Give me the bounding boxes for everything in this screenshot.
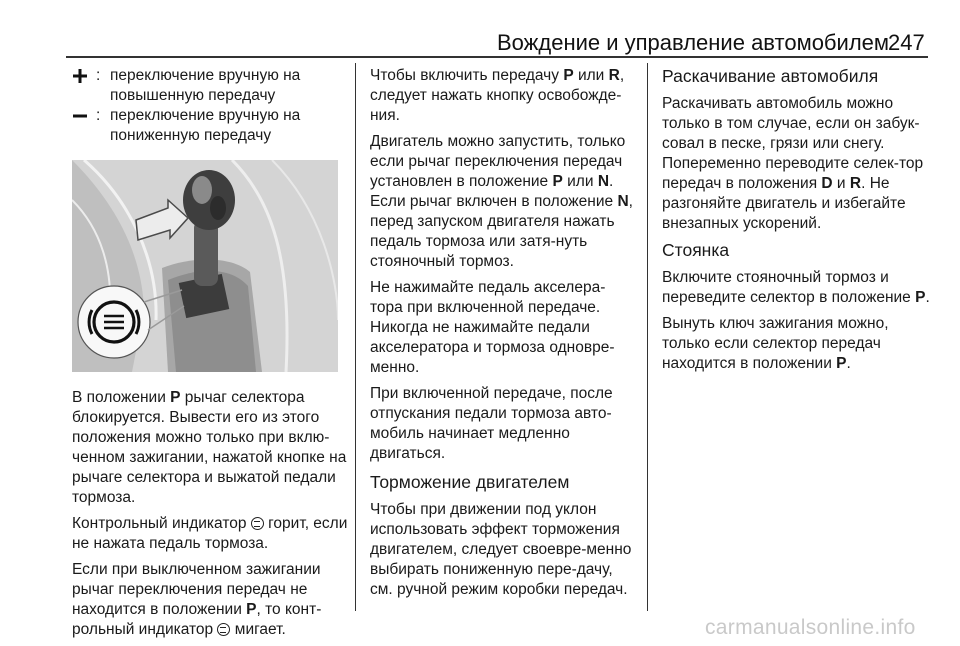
col2-p2-e: . Если рычаг включен в положение — [370, 173, 618, 210]
column-divider-2 — [647, 63, 648, 611]
col2-p2-gear-n: N — [597, 173, 610, 190]
gear-selector-illustration — [72, 160, 338, 372]
section-heading-rocking: Раскачивание автомобиля — [662, 66, 879, 86]
col2-p2-a: Двигатель можно запустить, только если рычаг переключения передач установлен в положение — [370, 133, 626, 190]
col1-p1-text-c: рычаг селектора блокируется. Вывести его из этого положения можно только при вклю‐ченном зажигании, нажатой кнопке на рычаге селектора и выжатой педали тормоза. — [72, 389, 347, 506]
page-number: 247 — [888, 30, 925, 55]
watermark: carmanualsonline.info — [705, 616, 916, 639]
col3-paragraph-2 — [662, 268, 930, 308]
shift-down-text: переключение вручную на пониженную передачу — [110, 107, 301, 144]
col3-p3-gear-p: P — [836, 355, 847, 372]
col2-paragraph-5: Чтобы при движении под уклон использовать эффект торможения двигателем, следует своевре‐менно выбирать пониженную пере‐дачу, см. ручной режим коробки передач. — [370, 501, 632, 598]
col3-p1-gear-r: R — [849, 175, 862, 192]
col3-p1-e: . Не разгоняйте двигатель и избегайте внезапных ускорений. — [662, 175, 906, 232]
col2-p1-e: , следует нажать кнопку освобожде‐ния. — [370, 67, 625, 124]
col3-p1-c: и — [832, 175, 850, 192]
col2-paragraph-2 — [370, 132, 638, 272]
col1-p2-text-b: горит, если не нажата педаль тормоза. — [72, 515, 348, 552]
col1-paragraph-2 — [72, 514, 348, 554]
col3-paragraph-1 — [662, 94, 930, 234]
col3-paragraph-3 — [662, 314, 930, 374]
col2-p1-gear-p: P — [563, 67, 574, 84]
col3-p2-a: Включите стояночный тормоз и переведите селектор в положение — [662, 269, 916, 306]
col1-paragraph-1 — [72, 388, 348, 508]
col2-p2-c: или — [562, 173, 598, 190]
brake-indicator-icon — [217, 623, 230, 636]
col1-p3-gear-p: P — [246, 601, 257, 618]
col3-p1-a: Раскачивать автомобиль можно только в том случае, если он забук‐совал в песке, грязи или снегу. Попеременно переводите селек‐тор передач в положения — [662, 95, 924, 192]
shift-up-text: переключение вручную на повышенную передачу — [110, 67, 301, 104]
header-rule — [66, 56, 928, 58]
col3-p3-c: . — [846, 355, 851, 372]
col2-p2-gear-n2: N — [617, 193, 629, 210]
col2-paragraph-3: Не нажимайте педаль акселера‐тора при включенной передаче. Никогда не нажимайте педали акселератора и тормоза одновре‐менно. — [370, 279, 615, 376]
shift-down-colon: : — [96, 107, 101, 124]
col1-p3-text-a: Если при выключенном зажигании рычаг переключения передач не находится в положении — [72, 561, 321, 618]
column-divider-1 — [355, 63, 356, 611]
shift-up-colon: : — [96, 67, 101, 84]
plus-icon — [72, 66, 96, 86]
column-1 — [72, 66, 348, 646]
section-heading-engine-braking: Торможение двигателем — [370, 472, 570, 492]
col2-p1-c: или — [573, 67, 609, 84]
col1-paragraph-3 — [72, 560, 348, 640]
col1-p1-text-a: В положении — [72, 389, 171, 406]
col2-p1-a: Чтобы включить передачу — [370, 67, 564, 84]
section-heading-parking: Стоянка — [662, 240, 730, 260]
column-3 — [662, 66, 930, 380]
col2-paragraph-1 — [370, 66, 638, 126]
column-2 — [370, 66, 638, 606]
col2-p2-gear-p: P — [552, 173, 563, 190]
minus-icon — [72, 106, 96, 126]
col1-p3-text-d: мигает. — [230, 621, 286, 638]
col3-p1-gear-d: D — [821, 175, 833, 192]
col1-p2-text-a: Контрольный индикатор — [72, 515, 251, 532]
col3-p2-gear-p: P — [915, 289, 926, 306]
col3-p2-c: . — [925, 289, 930, 306]
col1-p1-gear-p: P — [170, 389, 181, 406]
col2-p2-g: , перед запуском двигателя нажать педаль тормоза или затя‐нуть стояночный тормоз. — [370, 193, 633, 270]
shift-up-item — [72, 66, 348, 106]
col1-p3-text-c: , то конт‐рольный индикатор — [72, 601, 322, 638]
shift-down-item — [72, 106, 348, 146]
page-header-title: Вождение и управление автомобилем — [497, 30, 890, 55]
col3-p3-a: Вынуть ключ зажигания можно, только если селектор передач находится в положении — [662, 315, 889, 372]
brake-indicator-icon — [251, 517, 264, 530]
col2-p1-gear-r: R — [608, 67, 620, 84]
col2-paragraph-4: При включенной передаче, после отпускания педали тормоза авто‐мобиль начинает медленно двигаться. — [370, 385, 613, 462]
